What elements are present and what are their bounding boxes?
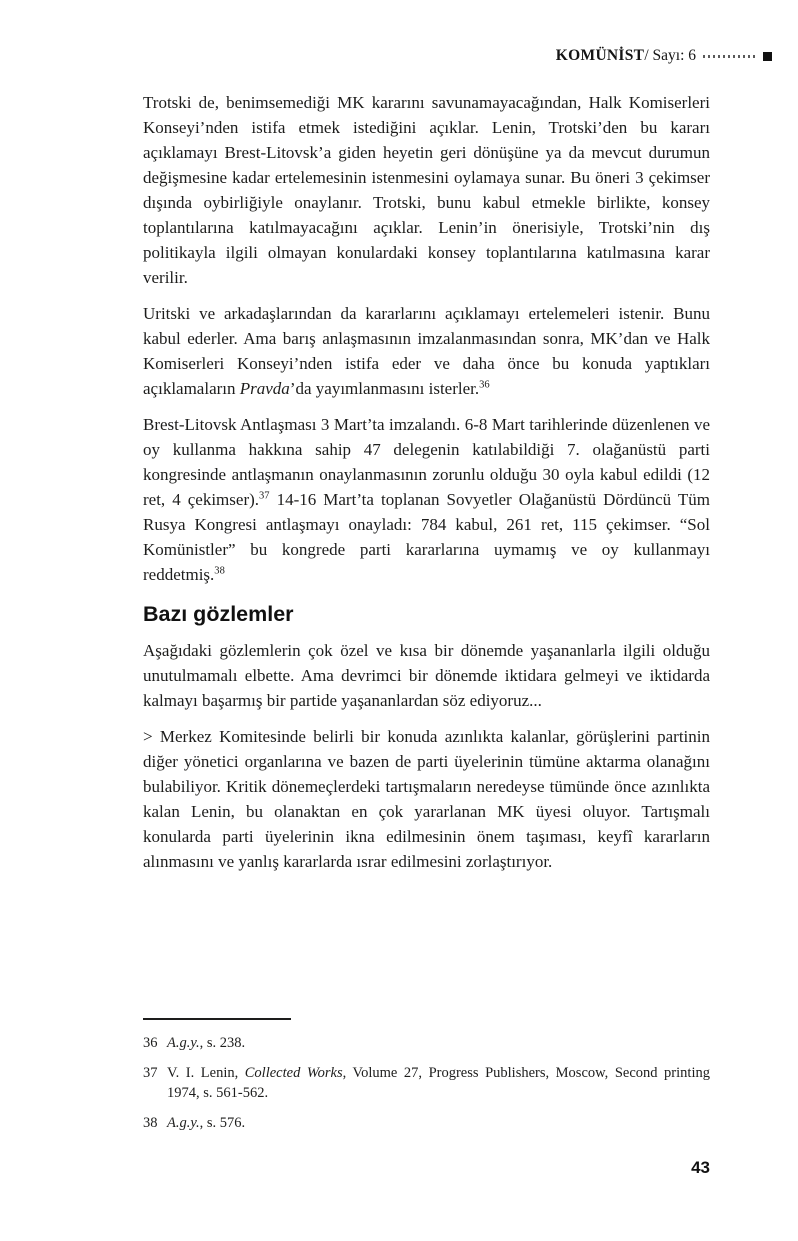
footnote-ref: 37 (259, 490, 270, 502)
journal-issue: / Sayı: 6 (644, 47, 696, 64)
paragraph (143, 638, 710, 713)
text-segment: V. I. Lenin, (167, 1065, 245, 1081)
text-segment: Collected Works (244, 1065, 343, 1081)
section-heading: Bazı gözlemler (143, 602, 294, 626)
text-segment: Uritski ve arkadaşlarından da kararlarını açıklamayı ertelemeleri istenir. Bunu kabul ederler. Ama barış anlaşmasının imzalanmasından sonra, MK’dan ve Halk Komiserleri Konseyi’nden istifa eder ve daha önce bu konuda yaptıkları açıklamaların (143, 304, 710, 398)
text-segment: > Merkez Komitesinde belirli bir konuda azınlıkta kalanlar, görüşlerini partinin diğer yönetici organlarına ve bazen de parti üyelerinin tümüne aktarma olanağını bulabiliyor. Kritik dönemeçlerdeki tartışmaların neredeyse tümünde önce azınlıkta kalan Lenin, bu olanaktan en çok yararlanan MK üyesi oluyor. Tartışmalı konularda parti üyelerinin ikna edilmesinin önem taşıması, keyfî kararların alınmasını ve yanlış kararlarda ısrar edilmesini zorlaştırıyor. (143, 727, 710, 871)
text-segment: Trotski de, benimsemediği MK kararını savunamayacağından, Halk Komiserleri Konseyi’nden istifa etmek istediğini açıklar. Lenin, Trotski’den bu kararı açıklamayı Brest-Litovsk’a giden heyetin geri dönüşüne ya da mevcut durumun değişmesine kadar ertelemesinin istenmesini oylamaya sunar. Bu öneri 3 çekimser dışında oybirliğiyle onaylanır. Trotski, bunu kabul etmekle birlikte, konsey toplantılarına katılmayacağını açıklar. Lenin’in önerisiyle, Trotski’nin dış politikayla ilgili olmayan konulardaki konsey toplantılarına katılmasına karar verilir. (143, 93, 710, 287)
paragraph (143, 90, 710, 290)
text-segment: , s. 576. (199, 1115, 246, 1131)
footnote (143, 1033, 710, 1053)
body-text (143, 90, 710, 885)
footnote-number: 36 (143, 1035, 158, 1051)
footnote-ref: 36 (479, 379, 490, 391)
text-segment: A.g.y. (167, 1035, 200, 1051)
footnote-section (143, 1018, 710, 1143)
text-segment: 14-16 Mart’ta toplanan Sovyetler Olağanüstü Dördüncü Tüm Rusya Kongresi antlaşmayı onayladı: 784 kabul, 261 ret, 115 çekimser. “Sol Komünistler” bu kongrede parti kararlarına uymamış ve oy kullanmayı reddetmiş. (143, 490, 710, 584)
footnote-ref: 38 (214, 565, 225, 577)
footnote-number: 37 (143, 1065, 158, 1081)
journal-title: KOMÜNİST (555, 47, 645, 64)
paragraph (143, 301, 710, 401)
text-segment: A.g.y. (167, 1115, 200, 1131)
footnote-separator (143, 1018, 291, 1020)
text-segment: , Volume 27, Progress Publishers, Moscow, Second printing 1974, s. 561-562. (167, 1065, 710, 1101)
footnote (143, 1063, 710, 1103)
text-segment: ’da yayımlanmasını isterler. (289, 379, 480, 398)
header-square-icon (763, 52, 772, 61)
text-segment: , s. 238. (199, 1035, 246, 1051)
footnote-number: 38 (143, 1115, 158, 1131)
text-segment: Pravda (239, 379, 290, 398)
header-dotted-rule (703, 55, 757, 58)
page-number: 43 (691, 1158, 710, 1177)
paragraph (143, 412, 710, 587)
footnote-list (143, 1033, 710, 1133)
paragraph (143, 724, 710, 874)
text-segment: Aşağıdaki gözlemlerin çok özel ve kısa bir dönemde yaşananlarla ilgili olduğu unutulmamalı elbette. Ama devrimci bir dönemde iktidara gelmeyi ve iktidarda kalmayı başarmış bir partide yaşananlardan söz ediyoruz... (143, 641, 710, 710)
text-segment: Brest-Litovsk Antlaşması 3 Mart’ta imzalandı. 6-8 Mart tarihlerinde düzenlenen ve oy kullanma hakkına sahip 47 delegenin katılabildiği 7. olağanüstü parti kongresinde antlaşmanın onaylanmasının zorunlu olduğu 30 oyla kabul edildi (12 ret, 4 çekimser). (143, 415, 710, 509)
footnote (143, 1113, 710, 1133)
page-header (0, 48, 772, 64)
